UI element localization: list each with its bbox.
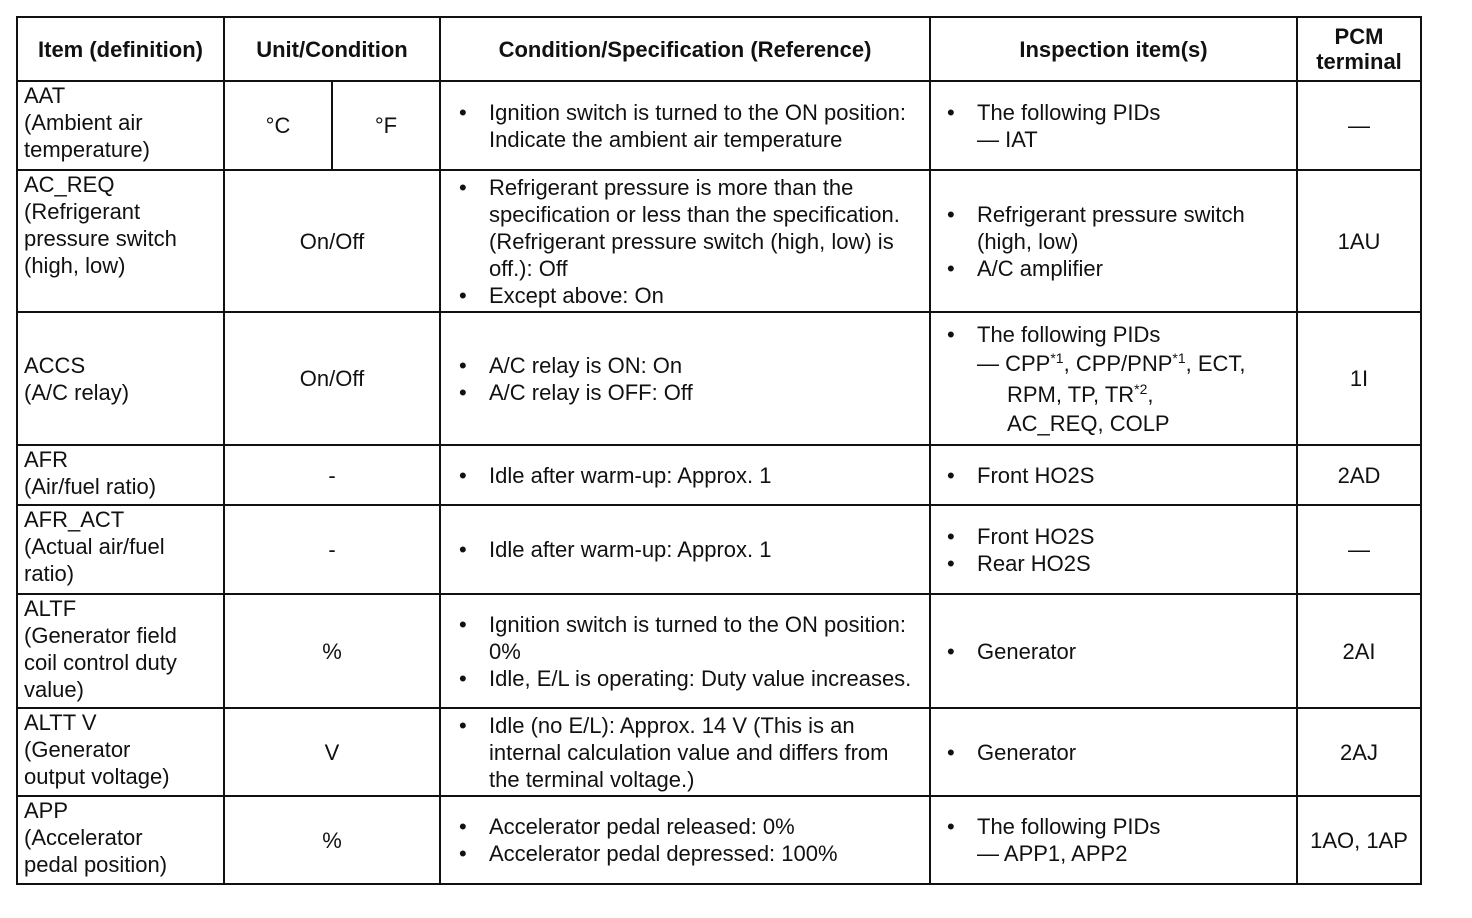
header-unit: Unit/Condition [224, 17, 440, 81]
condition-item: • Idle after warm-up: Approx. 1 [489, 462, 925, 489]
item-definition: output voltage) [24, 764, 170, 789]
item-cell [17, 505, 224, 594]
condition-item: • Refrigerant pressure is more than the specification or less than the specification. (Refrigerant pressure switch (high, low) is off.): Off [489, 174, 925, 282]
unit-celsius: °C [224, 81, 332, 170]
condition-cell [440, 170, 930, 312]
item-code: ALTF [24, 596, 77, 621]
item-code: AAT [24, 83, 66, 108]
table-row [17, 81, 1421, 170]
condition-item: • Idle after warm-up: Approx. 1 [489, 536, 925, 563]
footnote-marker: *1 [1050, 349, 1064, 366]
condition-cell [440, 81, 930, 170]
condition-item: • Ignition switch is turned to the ON position: Indicate the ambient air temperature [489, 99, 925, 153]
item-cell [17, 312, 224, 445]
unit-cell: - [224, 445, 440, 505]
inspection-item: • Front HO2S [977, 462, 1292, 489]
inspection-sub: — IAT [977, 126, 1038, 152]
item-cell [17, 594, 224, 708]
item-definition: value) [24, 677, 84, 702]
unit-cell: V [224, 708, 440, 796]
item-definition: (Generator field [24, 623, 177, 648]
item-definition: (Ambient air [24, 110, 143, 135]
inspection-cell [930, 170, 1297, 312]
pcm-terminal: — [1297, 505, 1421, 594]
pcm-terminal: 1AU [1297, 170, 1421, 312]
item-cell [17, 708, 224, 796]
table-row [17, 312, 1421, 445]
item-definition: (Actual air/fuel [24, 534, 165, 559]
table-row [17, 708, 1421, 796]
item-definition: (Air/fuel ratio) [24, 474, 157, 499]
condition-item: • Accelerator pedal released: 0% [489, 813, 925, 840]
inspection-item: • Front HO2S [977, 523, 1292, 550]
item-code: APP [24, 798, 69, 823]
item-definition: (high, low) [24, 253, 126, 278]
item-definition: pressure switch [24, 226, 177, 251]
pcm-terminal: 2AI [1297, 594, 1421, 708]
inspection-item: • The following PIDs [977, 321, 1292, 348]
header-item: Item (definition) [17, 17, 224, 81]
header-row [17, 17, 1421, 81]
item-definition: (A/C relay) [24, 379, 130, 405]
unit-cell: % [224, 594, 440, 708]
inspection-cell [930, 445, 1297, 505]
unit-cell: On/Off [224, 312, 440, 445]
item-cell [17, 445, 224, 505]
item-definition: (Refrigerant [24, 199, 141, 224]
item-code: AFR [24, 447, 68, 472]
inspection-sub-line3: AC_REQ, COLP [1007, 410, 1170, 436]
condition-item: • Idle, E/L is operating: Duty value increases. [489, 665, 925, 692]
condition-item: • A/C relay is OFF: Off [489, 379, 925, 406]
table-row [17, 445, 1421, 505]
pid-text: , CPP/PNP [1063, 350, 1173, 376]
item-code: ACCS [24, 352, 86, 378]
condition-cell [440, 708, 930, 796]
item-cell [17, 796, 224, 884]
item-code: AC_REQ [24, 172, 115, 197]
header-pcm-line1: PCM [1334, 24, 1384, 49]
pid-monitor-table [16, 16, 1422, 885]
inspection-cell [930, 312, 1297, 445]
header-pcm-line2: terminal [1316, 49, 1402, 74]
inspection-cell [930, 505, 1297, 594]
condition-cell [440, 796, 930, 884]
pid-text: , ECT, [1185, 350, 1246, 376]
header-inspection: Inspection item(s) [930, 17, 1297, 81]
inspection-cell [930, 594, 1297, 708]
pcm-terminal: 1AO, 1AP [1297, 796, 1421, 884]
condition-item: • Accelerator pedal depressed: 100% [489, 840, 925, 867]
pcm-terminal: 2AJ [1297, 708, 1421, 796]
pid-table-container [16, 16, 1422, 885]
inspection-item: • Generator [977, 638, 1292, 665]
unit-cell: % [224, 796, 440, 884]
pid-text: — CPP [977, 350, 1051, 376]
item-code: ALTT V [24, 710, 97, 735]
pcm-terminal: — [1297, 81, 1421, 170]
unit-fahrenheit: °F [332, 81, 440, 170]
table-row [17, 796, 1421, 884]
inspection-item: • Rear HO2S [977, 550, 1292, 577]
condition-item: • Ignition switch is turned to the ON position: 0% [489, 611, 925, 665]
item-definition: ratio) [24, 561, 75, 586]
item-cell [17, 81, 224, 170]
inspection-item: • A/C amplifier [977, 255, 1292, 282]
inspection-sub: — APP1, APP2 [977, 841, 1128, 866]
unit-cell: On/Off [224, 170, 440, 312]
item-definition: (Accelerator [24, 825, 143, 850]
pid-text: , [1147, 381, 1154, 407]
item-cell [17, 170, 224, 312]
table-row [17, 505, 1421, 594]
item-definition: (Generator [24, 737, 131, 762]
inspection-cell [930, 81, 1297, 170]
inspection-item: • Generator [977, 739, 1292, 766]
inspection-item: • The following PIDs [977, 813, 1292, 840]
condition-item: • A/C relay is ON: On [489, 352, 925, 379]
item-definition: pedal position) [24, 852, 168, 877]
condition-cell [440, 594, 930, 708]
inspection-item: • The following PIDs [977, 99, 1292, 126]
header-condition: Condition/Specification (Reference) [440, 17, 930, 81]
pcm-terminal: 1I [1297, 312, 1421, 445]
condition-cell [440, 445, 930, 505]
table-row [17, 170, 1421, 312]
condition-item: • Except above: On [489, 282, 925, 309]
condition-cell [440, 505, 930, 594]
condition-item: • Idle (no E/L): Approx. 14 V (This is an internal calculation value and differs from the terminal voltage.) [489, 712, 925, 793]
table-row [17, 594, 1421, 708]
footnote-marker: *2 [1134, 380, 1148, 397]
inspection-sub-line2 [937, 379, 1292, 410]
inspection-item: • Refrigerant pressure switch (high, low) [977, 201, 1292, 255]
inspection-cell [930, 796, 1297, 884]
header-pcm [1297, 17, 1421, 81]
inspection-sub-line1 [937, 348, 1292, 379]
item-code: AFR_ACT [24, 507, 125, 532]
pid-text: RPM, TP, TR [1007, 381, 1135, 407]
item-definition: temperature) [24, 137, 150, 162]
item-definition: coil control duty [24, 650, 177, 675]
footnote-marker: *1 [1172, 349, 1186, 366]
inspection-cell [930, 708, 1297, 796]
pcm-terminal: 2AD [1297, 445, 1421, 505]
condition-cell [440, 312, 930, 445]
unit-cell: - [224, 505, 440, 594]
